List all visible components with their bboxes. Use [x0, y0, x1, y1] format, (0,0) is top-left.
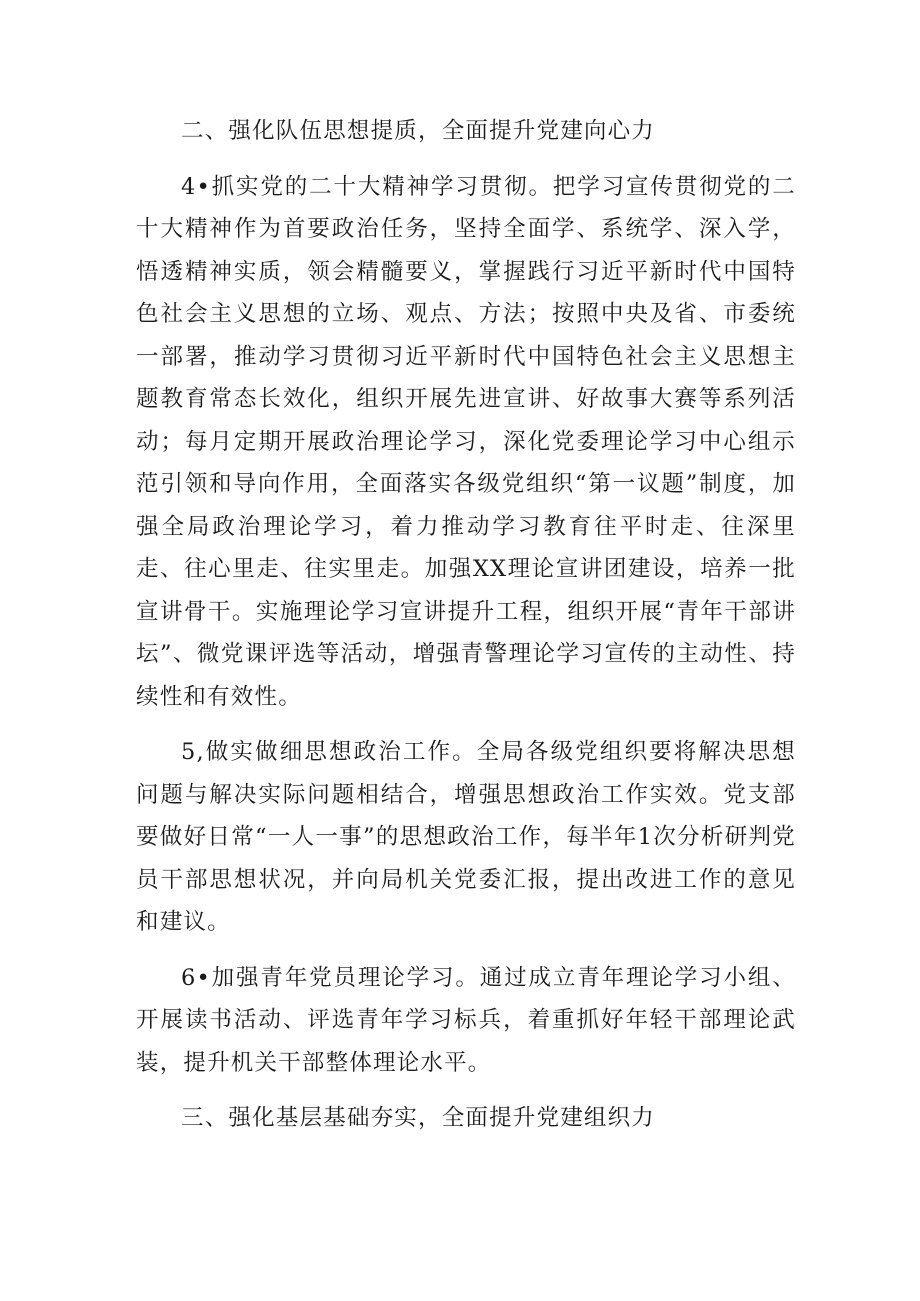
paragraph-item-4: 4•抓实党的二十大精神学习贯彻。把学习宣传贯彻党的二十大精神作为首要政治任务，坚持全面学、系统学、深入学，悟透精神实质，领会精髓要义，掌握践行习近平新时代中国特色社会主义思想的立场、观点、方法；按照中央及省、市委统一部署，推动学习贯彻习近平新时代中国特色社会主义思想主题教育常态长效化，组织开展先进宣讲、好故事大赛等系列活动；每月定期开展政治理论学习，深化党委理论学习中心组示范引领和导向作用，全面落实各级党组织“第一议题”制度，加强全局政治理论学习，着力推动学习教育往平时走、往深里走、往心里走、往实里走。加强XX理论宣讲团建设，培养一批宣讲骨干。实施理论学习宣讲提升工程，组织开展“青年干部讲坛”、微党课评选等活动，增强青警理论学习宣传的主动性、持续性和有效性。: [136, 173, 796, 710]
paragraph-item-6: 6•加强青年党员理论学习。通过成立青年理论学习小组、开展读书活动、评选青年学习标兵，着重抓好年轻干部理论武装，提升机关干部整体理论水平。: [136, 964, 796, 1076]
section-heading-3: 三、强化基层基础夯实，全面提升党建组织力: [181, 1105, 656, 1131]
document-body: [136, 110, 796, 1153]
paragraph-item-5: 5,做实做细思想政治工作。全局各级党组织要将解决思想问题与解决实际问题相结合，增强思想政治工作实效。党支部要做好日常“一人一事”的思想政治工作，每半年1次分析研判党员干部思想状况，并向局机关党委汇报，提出改进工作的意见和建议。: [136, 739, 796, 935]
section-heading-2: 二、强化队伍思想提质，全面提升党建向心力: [181, 118, 656, 144]
